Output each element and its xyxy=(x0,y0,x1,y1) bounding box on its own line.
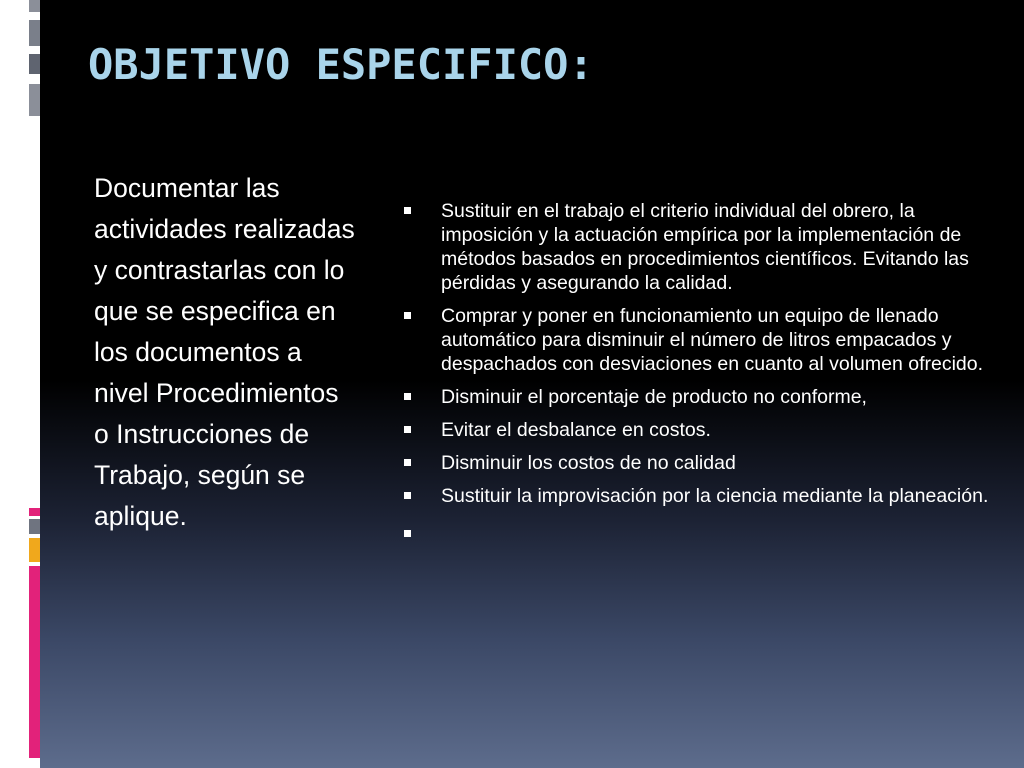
bullet-square-icon xyxy=(404,393,411,400)
deco-bar-pink xyxy=(29,566,40,758)
deco-bar-pink-top xyxy=(29,508,40,516)
bullet-list xyxy=(400,199,990,555)
bullet-item xyxy=(400,418,990,442)
left-text-block: Documentar las actividades realizadas y contrastarlas con lo que se especifica en los documentos a nivel Procedimientos o Instrucciones de Trabajo, según se aplique. xyxy=(94,173,355,531)
deco-bar-gray-3 xyxy=(29,84,40,116)
bullet-square-icon xyxy=(404,312,411,319)
bullet-square-icon xyxy=(404,207,411,214)
bullet-text: Sustituir la improvisación por la ciencia mediante la planeación. xyxy=(441,485,989,507)
bullet-item xyxy=(400,451,990,475)
bullet-item xyxy=(400,199,990,295)
bullet-square-icon xyxy=(404,459,411,466)
bullet-text: Disminuir los costos de no calidad xyxy=(441,452,736,474)
deco-bar-gray-mid xyxy=(29,519,40,534)
deco-bar-orange xyxy=(29,538,40,562)
bullet-text: Disminuir el porcentaje de producto no conforme, xyxy=(441,386,867,408)
bullet-square-icon xyxy=(404,426,411,433)
bullet-square-icon xyxy=(404,492,411,499)
deco-bar-gray-2 xyxy=(29,54,40,74)
bullet-square-icon xyxy=(404,530,411,537)
bullet-text: Evitar el desbalance en costos. xyxy=(441,419,711,441)
slide-title: OBJETIVO ESPECIFICO: xyxy=(88,40,594,89)
bullet-text: Sustituir en el trabajo el criterio individual del obrero, la imposición y la actuación empírica por la implementación de métodos basados en procedimientos científicos. Evitando las pérdidas y asegurando la calidad. xyxy=(441,200,969,294)
bullet-item xyxy=(400,304,990,376)
bullet-item xyxy=(400,385,990,409)
decorative-bars xyxy=(0,0,40,768)
bullet-text: Comprar y poner en funcionamiento un equipo de llenado automático para disminuir el número de litros empacados y despachados con desviaciones en cuanto al volumen ofrecido. xyxy=(441,305,984,375)
bullet-item xyxy=(400,484,990,508)
bullet-item-empty xyxy=(400,522,990,546)
deco-bar-gray-top xyxy=(29,0,40,12)
deco-bar-gray-1 xyxy=(29,20,40,46)
